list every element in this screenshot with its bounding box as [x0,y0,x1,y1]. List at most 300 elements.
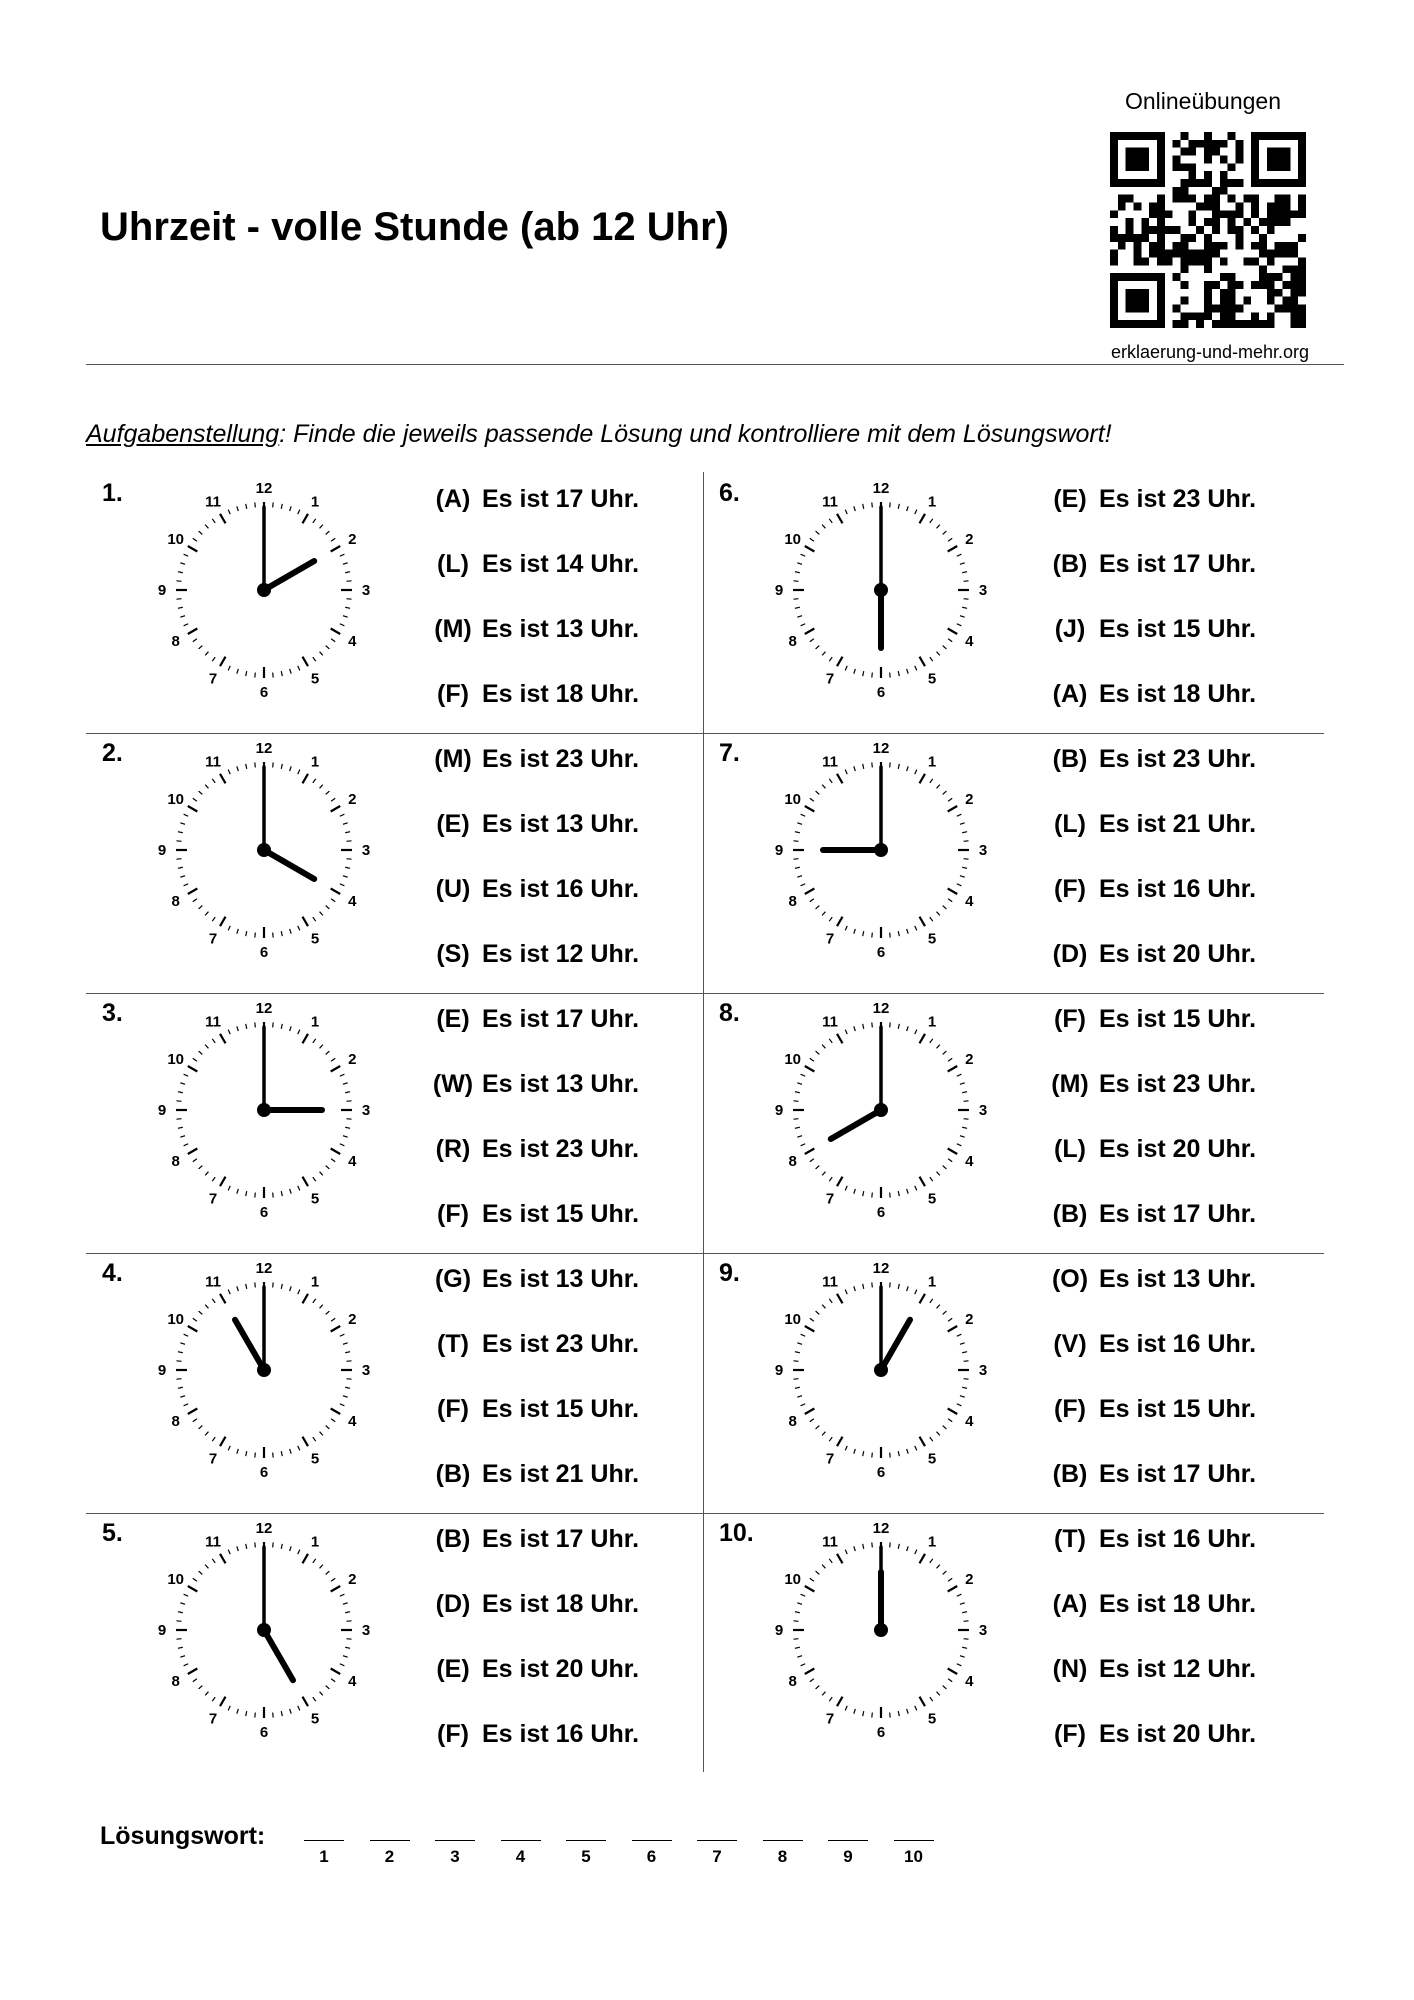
answer-option[interactable] [424,875,694,915]
minute-tick [184,1334,189,1336]
minute-tick [320,1172,323,1176]
blank-line [763,1840,803,1841]
minute-tick [290,1286,292,1291]
minute-tick [964,1101,969,1102]
hour-tick [805,1409,815,1415]
clock-number: 6 [876,1464,886,1481]
hour-tick [331,546,341,552]
answer-option[interactable] [424,485,694,525]
answer-option[interactable] [1041,745,1311,785]
minute-tick [273,933,274,938]
answer-option[interactable] [424,1070,694,1110]
option-text: Es ist 15 Uhr. [482,1200,640,1228]
minute-tick [822,785,825,789]
minute-tick [964,859,969,860]
minute-tick [326,1686,330,1689]
task-number: 1. [102,479,123,507]
minute-tick [347,1379,352,1380]
option-letter: (G) [434,1265,472,1293]
clock-number: 8 [788,633,797,650]
minute-tick [347,841,352,842]
clock-center [874,1623,888,1637]
minute-tick [957,1144,962,1146]
minute-tick [797,1396,802,1398]
clock-face [157,737,372,963]
option-letter: (B) [435,1460,471,1488]
minute-tick [255,933,256,938]
solution-blank[interactable] [370,1840,410,1867]
hour-tick [920,657,926,667]
minute-tick [343,1396,348,1398]
minute-tick [237,669,239,674]
minute-tick [801,1404,806,1406]
blank-number: 4 [515,1847,526,1866]
minute-tick [872,1022,873,1027]
minute-tick [845,1290,847,1295]
minute-tick [343,1656,348,1658]
clock-number: 3 [361,582,371,599]
minute-tick [960,1136,965,1138]
option-letter: (D) [1052,940,1088,968]
hour-tick [837,774,843,784]
clock-number: 1 [927,1013,937,1031]
answer-option[interactable] [1041,1460,1311,1500]
minute-tick [915,770,917,775]
minute-tick [898,1544,899,1549]
minute-tick [801,814,806,816]
minute-tick [793,1379,798,1380]
clock-number: 5 [927,1710,937,1728]
minute-tick [281,931,282,936]
minute-tick [964,581,969,582]
minute-tick [176,1119,181,1120]
blank-line [828,1840,868,1841]
answer-option[interactable] [424,745,694,785]
minute-tick [845,510,847,515]
minute-tick [176,1379,181,1380]
option-text: Es ist 13 Uhr. [482,810,640,838]
clock-number: 5 [310,930,320,948]
option-letter: (L) [1054,1135,1086,1163]
minute-tick [816,1311,820,1314]
minute-tick [816,906,820,909]
minute-tick [326,791,330,794]
minute-tick [810,1578,814,1581]
hour-tick [920,1294,926,1304]
clock-number: 11 [205,493,221,511]
minute-tick [255,1713,256,1718]
solution-blank[interactable] [435,1840,475,1867]
answer-option[interactable] [1041,1135,1311,1175]
answer-option[interactable] [424,1200,694,1240]
minute-tick [326,646,330,649]
hour-tick [303,657,309,667]
option-letter: (W) [432,1070,474,1098]
minute-tick [907,1026,909,1031]
answer-option[interactable] [1041,1655,1311,1695]
clock-number: 4 [348,893,357,910]
option-letter: (N) [1052,1655,1088,1683]
minute-tick [212,1697,215,1701]
clock-center [874,1363,888,1377]
clock-number: 7 [825,670,835,688]
minute-tick [178,1647,183,1648]
minute-tick [281,1711,282,1716]
clock-number: 3 [978,1102,988,1119]
clock-number: 12 [255,480,273,497]
minute-tick [907,1189,909,1194]
clock-number: 8 [171,1413,180,1430]
minute-tick [930,1697,933,1701]
answer-option[interactable] [1041,1590,1311,1630]
minute-tick [930,519,933,523]
clock-number: 6 [259,944,269,961]
minute-tick [178,1092,183,1093]
clock-number: 7 [208,930,218,948]
answer-option[interactable] [424,810,694,850]
minute-tick [298,666,300,671]
hour-tick [188,1149,198,1155]
hour-tick [220,1294,226,1304]
qr-code-icon[interactable] [1110,132,1306,328]
solution-blank[interactable] [632,1840,672,1867]
minute-tick [273,1542,274,1547]
option-letter: (A) [435,485,471,513]
hour-tick [303,514,309,524]
minute-tick [180,1396,185,1398]
answer-option[interactable] [424,1330,694,1370]
option-letter: (F) [1054,1395,1086,1423]
minute-tick [178,1352,183,1353]
option-text: Es ist 23 Uhr. [482,1330,640,1358]
minute-tick [313,1177,316,1181]
answer-option[interactable] [424,1720,694,1760]
minute-tick [957,1334,962,1336]
minute-tick [930,779,933,783]
answer-option[interactable] [424,615,694,655]
minute-tick [943,1426,947,1429]
minute-tick [340,1404,345,1406]
minute-tick [816,646,820,649]
minute-tick [816,1166,820,1169]
answer-option[interactable] [1041,1200,1311,1240]
minute-tick [180,876,185,878]
answer-option[interactable] [1041,1070,1311,1110]
minute-tick [290,929,292,934]
option-text: Es ist 15 Uhr. [1099,1005,1257,1033]
hour-tick [220,917,226,927]
option-letter: (R) [435,1135,471,1163]
hour-tick [920,1697,926,1707]
task-1 [86,473,702,733]
option-text: Es ist 17 Uhr. [1099,1460,1257,1488]
clock-number: 4 [348,1413,357,1430]
answer-option[interactable] [1041,1525,1311,1565]
minute-tick [178,607,183,608]
minute-tick [937,525,940,529]
minute-tick [960,1343,965,1345]
minute-tick [801,1074,806,1076]
minute-tick [943,1571,947,1574]
clock-number: 2 [965,1051,974,1068]
minute-tick [199,791,203,794]
minute-tick [237,1026,239,1031]
answer-option[interactable] [1041,1395,1311,1435]
minute-tick [801,1664,806,1666]
minute-tick [340,884,345,886]
minute-tick [199,1051,203,1054]
answer-option[interactable] [424,1005,694,1045]
minute-tick [313,519,316,523]
minute-tick [872,1453,873,1458]
hour-tick [805,1586,815,1592]
minute-tick [937,652,940,656]
minute-tick [237,506,239,511]
minute-tick [281,764,282,769]
option-text: Es ist 20 Uhr. [1099,940,1257,968]
minute-tick [331,1058,335,1061]
hour-tick [303,1034,309,1044]
hour-tick [331,1326,341,1332]
minute-tick [212,1177,215,1181]
clock-number: 9 [157,1362,167,1379]
clock-center [257,1103,271,1117]
minute-tick [960,1396,965,1398]
clock-number: 3 [361,1622,371,1639]
minute-tick [854,1449,856,1454]
minute-tick [795,1647,800,1648]
minute-tick [326,1311,330,1314]
minute-tick [345,572,350,573]
minute-tick [345,607,350,608]
minute-tick [273,1282,274,1287]
minute-tick [290,506,292,511]
minute-tick [184,1144,189,1146]
minute-tick [872,673,873,678]
minute-tick [872,933,873,938]
blank-line [501,1840,541,1841]
minute-tick [907,929,909,934]
minute-tick [845,1186,847,1191]
option-text: Es ist 20 Uhr. [482,1655,640,1683]
minute-tick [237,1709,239,1714]
minute-tick [255,1453,256,1458]
clock-number: 5 [310,670,320,688]
clock-number: 5 [927,1450,937,1468]
minute-tick [962,572,967,573]
minute-tick [872,1282,873,1287]
minute-tick [343,1343,348,1345]
minute-tick [960,1656,965,1658]
hour-tick [920,1177,926,1187]
option-letter: (L) [1054,810,1086,838]
minute-tick [205,1565,208,1569]
minute-tick [845,666,847,671]
minute-tick [184,1664,189,1666]
minute-tick [212,1437,215,1441]
option-text: Es ist 23 Uhr. [1099,745,1257,773]
minute-tick [184,624,189,626]
option-letter: (O) [1051,1265,1089,1293]
task-number: 9. [719,1259,740,1287]
blank-line [370,1840,410,1841]
minute-tick [184,1074,189,1076]
minute-tick [810,899,814,902]
clock-face [774,477,989,703]
minute-tick [255,762,256,767]
solution-blank[interactable] [828,1840,868,1867]
answer-option[interactable] [424,680,694,720]
minute-tick [345,1387,350,1388]
minute-tick [178,832,183,833]
option-text: Es ist 16 Uhr. [482,1720,640,1748]
clock-number: 11 [822,493,838,511]
website-url[interactable]: erklaerung-und-mehr.org [1110,342,1310,362]
minute-tick [854,1546,856,1551]
minute-tick [898,1711,899,1716]
hour-tick [805,1669,815,1675]
solution-blank[interactable] [763,1840,803,1867]
option-letter: (J) [1054,615,1086,643]
hour-tick [220,514,226,524]
minute-tick [816,1686,820,1689]
answer-option[interactable] [424,1525,694,1565]
clock-number: 2 [348,1571,357,1588]
minute-tick [854,669,856,674]
answer-option[interactable] [1041,1265,1311,1305]
minute-tick [205,1172,208,1176]
option-text: Es ist 21 Uhr. [1099,810,1257,838]
answer-option[interactable] [1041,1005,1311,1045]
task-number: 8. [719,999,740,1027]
answer-option[interactable] [424,1395,694,1435]
minute-tick [228,1706,230,1711]
clock-number: 5 [310,1450,320,1468]
minute-tick [854,1709,856,1714]
instruction-label: Aufgabenstellung [86,420,280,448]
minute-tick [331,1419,335,1422]
answer-option[interactable] [1041,1330,1311,1370]
answer-option[interactable] [1041,485,1311,525]
answer-option[interactable] [424,1265,694,1305]
minute-tick [937,785,940,789]
blank-number: 8 [777,1847,788,1866]
answer-option[interactable] [1041,940,1311,980]
hour-hand [831,1110,881,1139]
answer-option[interactable] [1041,875,1311,915]
answer-option[interactable] [424,1460,694,1500]
minute-tick [212,1039,215,1043]
answer-option[interactable] [1041,615,1311,655]
option-letter: (L) [437,550,469,578]
solution-blank[interactable] [304,1840,344,1867]
minute-tick [822,525,825,529]
minute-tick [205,1692,208,1696]
answer-option[interactable] [424,1590,694,1630]
minute-tick [898,1451,899,1456]
solution-blank[interactable] [894,1840,934,1867]
answer-option[interactable] [1041,810,1311,850]
minute-tick [320,1305,323,1309]
option-letter: (E) [436,1005,470,1033]
minute-tick [948,1679,952,1682]
hour-tick [331,1149,341,1155]
hour-tick [331,889,341,895]
answer-option[interactable] [424,940,694,980]
task-number: 6. [719,479,740,507]
minute-tick [320,1565,323,1569]
option-text: Es ist 12 Uhr. [482,940,640,968]
solution-blank[interactable] [566,1840,606,1867]
minute-tick [948,798,952,801]
minute-tick [890,762,891,767]
minute-tick [228,1550,230,1555]
answer-option[interactable] [424,1135,694,1175]
minute-tick [863,671,864,676]
minute-tick [228,770,230,775]
blank-line [435,1840,475,1841]
minute-tick [180,1603,185,1605]
minute-tick [948,1058,952,1061]
minute-tick [176,1361,181,1362]
minute-tick [915,510,917,515]
clock-number: 10 [784,1051,802,1068]
minute-tick [255,1022,256,1027]
minute-tick [343,616,348,618]
clock-number: 6 [259,1724,269,1741]
minute-tick [345,832,350,833]
clock-number: 4 [965,893,974,910]
clock-number: 3 [361,1102,371,1119]
hour-tick [331,806,341,812]
answer-option[interactable] [1041,550,1311,590]
minute-tick [915,926,917,931]
minute-tick [801,1334,806,1336]
minute-tick [872,1193,873,1198]
minute-tick [326,906,330,909]
minute-tick [313,1697,316,1701]
answer-option[interactable] [424,1655,694,1695]
solution-blank[interactable] [501,1840,541,1867]
hour-tick [837,1437,843,1447]
minute-tick [298,1446,300,1451]
minute-tick [907,1546,909,1551]
minute-tick [822,1172,825,1176]
answer-option[interactable] [424,550,694,590]
minute-tick [180,1083,185,1085]
minute-tick [863,1284,864,1289]
hour-tick [948,889,958,895]
clock-number: 12 [872,1520,890,1537]
clock-number: 5 [310,1190,320,1208]
answer-option[interactable] [1041,1720,1311,1760]
minute-tick [290,1546,292,1551]
minute-tick [345,1647,350,1648]
clock-number: 1 [927,753,937,771]
hour-tick [188,1409,198,1415]
minute-tick [290,1026,292,1031]
clock-number: 7 [825,930,835,948]
minute-tick [237,1286,239,1291]
minute-tick [957,1594,962,1596]
solution-blank[interactable] [697,1840,737,1867]
minute-tick [890,1453,891,1458]
clock-number: 7 [208,1710,218,1728]
blank-line [566,1840,606,1841]
minute-tick [340,1144,345,1146]
answer-option[interactable] [1041,680,1311,720]
minute-tick [326,1166,330,1169]
